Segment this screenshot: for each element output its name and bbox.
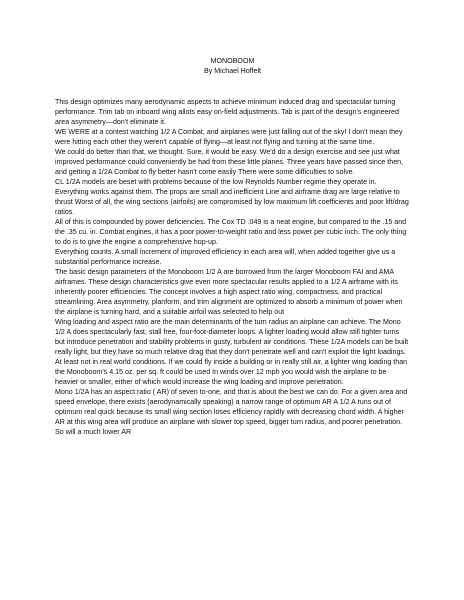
paragraph-intro: This design optimizes many aerodynamic aspects to achieve minimum induced drag and spectacular turning performance. Trim tab on inboard wing allots easy on-field adjustments. Tab is part of the design's engineered area asymmetry—don't eliminate it. xyxy=(55,98,399,126)
document-title: MONOBOOM xyxy=(210,57,255,65)
paragraph-design-exercise: We could do better than that, we thought. Sure, it would be easy. We'd do a design exercise and see just what improved performance could conveniently be had from these little planes. Three years have passed since then, and getting a 1/2A Combat to fly better hasn't come easily There were some difficulties to solve. xyxy=(55,148,404,176)
paragraph-design-parameters: The basic design parameters of the Monoboom 1/2 A are borrowed from the larger Monoboom FAI and AMA airframes. These design characteristics give even more spectacular results applied to a 1/2 A airframe with its inherently poorer efficiencies. The concept involves a high aspect ratio wing, compactness, and practical streamlining. Area asymmetry, planform, and trim alignment are optimized to absorb a minimum of power when the airplane is turning hard, and a suitable airfoil was selected to help out xyxy=(55,268,403,316)
document-author: By Michael Hoffelt xyxy=(203,67,262,75)
document-body xyxy=(55,97,410,437)
header-spacer xyxy=(55,76,410,97)
document-header xyxy=(55,56,410,76)
paragraph-contest: WE WERE at a contest watching 1/2 A Combat, and airplanes were just falling out of the sky! I don't mean they were hitting each other they weren't capable of flying—at least not flying and turning at the same time. xyxy=(55,128,403,146)
paragraph-wing-loading: Wing loading and aspect ratio are the main determinants of the turn radius an airplane can achieve. The Mono 1/2 A does spectacularly fast, stall free, four-foot-diameter loops. A lighter loading would allow still tighter turns but introduce penetration and stability problems in gusty, turbulent air conditions. These 1/2A models can be built really light, but they have so much relative drag that they don't penetrate well and can't exploit the light loadings. At least not in real world conditions. If we could fly inside a building or in really still air, a lighter wing loading than the Monoboom's 4.15 oz. per sq. ft could be used In winds over 12 mph you would wish the airplane to be heavier or smaller, either of which would increase the wing loading and improve penetration. xyxy=(55,318,409,386)
paragraph-aspect-ratio: Mono 1/2A has an aspect ratio ( AR) of seven to-one, and that is about the best we can do. For a given area and speed envelope, there exists (aerodynamically speaking) a narrow range of optimum AR A 1/2 A runs out of optimum real quick because its small wing section loses efficiency rapidly with decreasing chord width. A higher AR at this wing area will produce an airplane with slower top speed, bigger turn radius, and poorer penetration. So will a much lower AR xyxy=(55,388,408,436)
paragraph-reynolds: CL 1/2A models are beset with problems because of the low Reynolds Number regime they operate in. Everything works against them. The props are small and inefficient Line and airframe drag are large relative to thrust Worst of all, the wing sections (airfoils) are compromised by low maximum lift coefficients and poor lift/drag ratios. xyxy=(55,178,409,216)
paragraph-power: All of this is compounded by power deficiencies. The Cox TD .049 is a neat engine, but compared to the .15 and the .35 cu. in. Combat engines, it has a poor power-to-weight ratio and less power per cubic inch. The only thing to do is to give the engine a comprehensive hop-up. xyxy=(55,218,407,246)
paragraph-everything-counts: Everything counts. A small increment of improved efficiency in each area will, when added together give us a substantial performance increase. xyxy=(55,248,396,266)
